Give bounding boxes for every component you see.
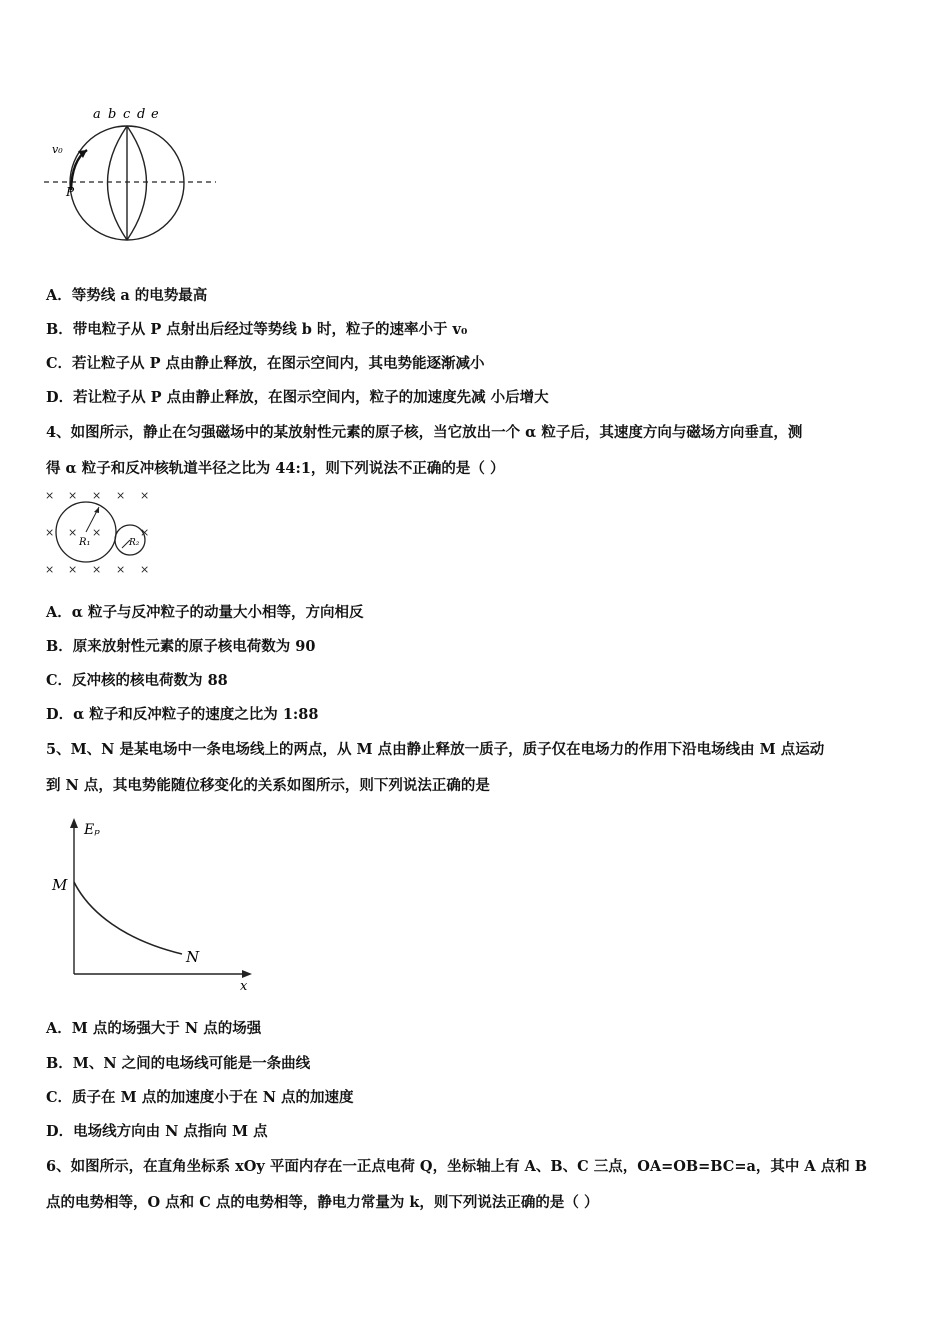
label-v0: v₀ [52,143,63,156]
option-key: A． [46,1020,72,1037]
cross-icon: × [116,489,126,502]
cross-icon: × [140,563,150,576]
q4-option-b [46,637,316,657]
cross-icon: × [140,489,150,502]
option-text: 质子在 M 点的加速度小于在 N 点的加速度 [72,1089,354,1106]
option-key: D． [46,389,74,406]
option-key: B． [46,1055,73,1072]
q4-option-c [46,671,228,691]
label-r1: R₁ [79,537,91,548]
label-n: N [186,948,200,966]
line-d [127,126,147,240]
x-axis-label: x [240,979,248,994]
q3-option-d [46,388,549,408]
q4-option-a [46,603,363,623]
label-m: M [52,876,68,894]
option-text: 等势线 a 的电势最高 [71,287,208,304]
y-axis-arrow-icon [70,818,78,828]
cross-icon: × [68,526,78,539]
q6-stem-line-2: 点的电势相等，O 点和 C 点的电势相等，静电力常量为 k，则下列说法正确的是（ ） [46,1194,599,1211]
label-c: c [123,107,131,122]
q5-option-b [46,1054,310,1074]
q3-option-c [46,354,485,374]
cross-icon: × [92,526,102,539]
q5-stem-line-2: 到 N 点，其电势能随位移变化的关系如图所示，则下列说法正确的是 [46,777,490,794]
energy-curve [74,882,182,954]
q5-option-a [46,1019,261,1039]
cross-icon: × [45,563,55,576]
option-key: B． [46,638,73,655]
option-key: D． [46,1123,74,1140]
q4-stem-line-2: 得 α 粒子和反冲核轨道半径之比为 44:1，则下列说法不正确的是（ ） [46,460,505,477]
option-text: 若让粒子从 P 点由静止释放，在图示空间内，粒子的加速度先减 小后增大 [73,389,549,406]
cross-icon: × [45,489,55,502]
q4-option-d [46,705,318,725]
option-key: A． [46,287,72,304]
cross-icon: × [140,526,150,539]
option-text: α 粒子与反冲粒子的动量大小相等，方向相反 [71,604,364,621]
cross-icon: × [116,563,126,576]
option-text: 原来放射性元素的原子核电荷数为 90 [72,638,316,655]
label-r2: R₂ [129,538,140,548]
option-text: 反冲核的核电荷数为 88 [72,672,228,689]
equipotential-figure [40,100,230,245]
label-b: b [108,107,117,122]
label-p: P [66,185,75,199]
option-key: A． [46,604,72,621]
option-key: B． [46,321,73,338]
cross-icon: × [68,563,78,576]
cross-icon: × [45,526,55,539]
q6-stem-line-1: 6、如图所示，在直角坐标系 xOy 平面内存在一正点电荷 Q，坐标轴上有 A、B、C 三点，OA=OB=BC=a，其中 A 点和 B [46,1158,868,1175]
label-e: e [151,107,159,122]
velocity-arrow [71,150,87,190]
option-key: D． [46,706,74,723]
option-text: 若让粒子从 P 点由静止释放，在图示空间内，其电势能逐渐减小 [72,355,485,372]
cross-icon: × [68,489,78,502]
cross-icon: × [92,489,102,502]
option-text: 带电粒子从 P 点射出后经过等势线 b 时，粒子的速率小于 v₀ [72,321,468,338]
q5-option-c [46,1088,354,1108]
q3-option-a [46,286,207,306]
cross-icon: × [92,563,102,576]
magnetic-field-figure [42,487,162,579]
option-text: 电场线方向由 N 点指向 M 点 [73,1123,268,1140]
option-key: C． [46,355,73,372]
option-key: C． [46,1089,73,1106]
label-d: d [137,107,146,122]
option-text: α 粒子和反冲粒子的速度之比为 1:88 [73,706,319,723]
field-crosses [45,489,149,576]
q5-option-d [46,1122,268,1142]
q4-stem-line-1: 4、如图所示，静止在匀强磁场中的某放射性元素的原子核，当它放出一个 α 粒子后，其速度方向与磁场方向垂直，测 [46,424,803,441]
line-b [108,126,128,240]
option-text: M、N 之间的电场线可能是一条曲线 [72,1055,311,1072]
y-axis-label: Eₚ [84,822,100,838]
arrow-head-icon [94,507,99,513]
x-axis-arrow-icon [242,970,252,978]
option-key: C． [46,672,73,689]
option-text: M 点的场强大于 N 点的场强 [71,1020,262,1037]
q5-stem-line-1: 5、M、N 是某电场中一条电场线上的两点，从 M 点由静止释放一质子，质子仅在电场力的作用下沿电场线由 M 点运动 [46,741,825,758]
label-a: a [93,107,101,122]
potential-energy-graph [44,812,259,994]
q3-option-b [46,320,467,340]
